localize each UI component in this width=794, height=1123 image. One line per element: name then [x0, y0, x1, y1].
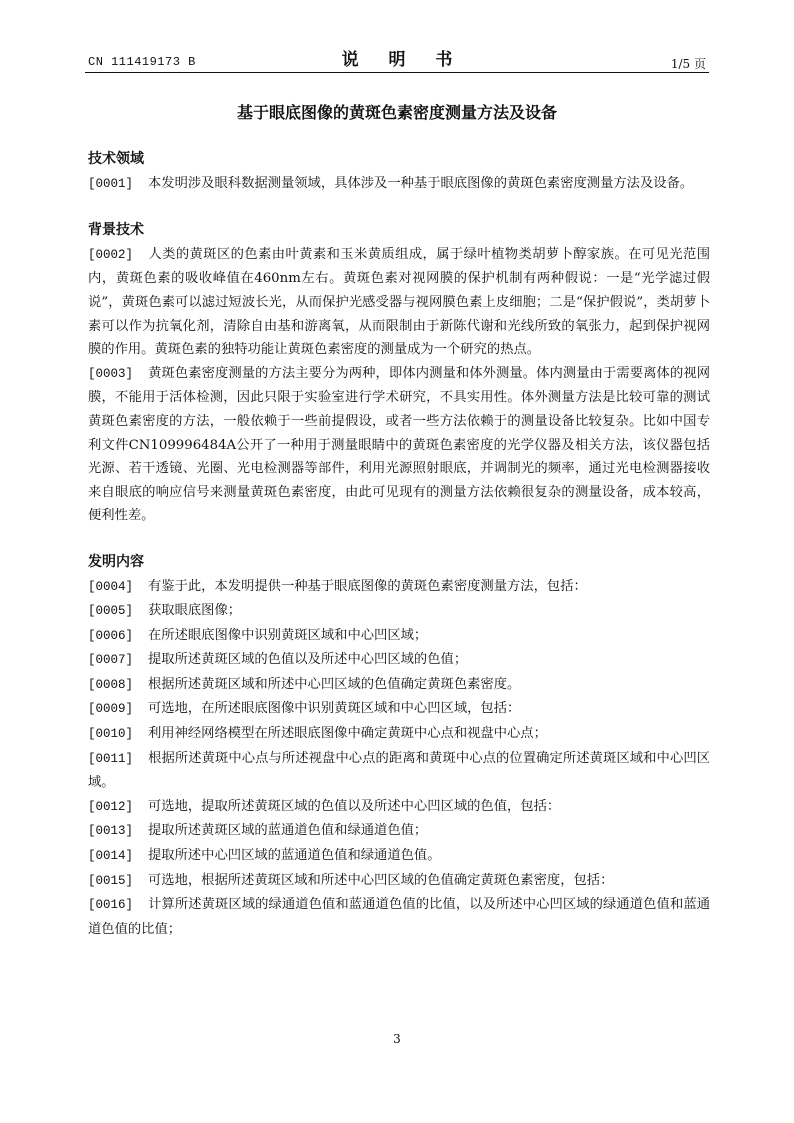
- paragraph-number: [0004]: [88, 579, 134, 594]
- paragraph: [88, 747, 710, 795]
- paragraph: [88, 697, 710, 722]
- paragraph-text: 在所述眼底图像中识别黄斑区域和中心凹区域；: [148, 627, 428, 643]
- paragraph-text: 可选地，提取所述黄斑区域的色值以及所述中心凹区域的色值，包括：: [148, 798, 561, 814]
- paragraph-text: 人类的黄斑区的色素由叶黄素和玉米黄质组成，属于绿叶植物类胡萝卜醇家族。在可见光范围内，黄斑色素的吸收峰值在460nm左右。黄斑色素对视网膜的保护机制有两种假说：一是“光学滤过假说”，黄斑色素可以滤过短波长光，从而保护光感受器与视网膜色素上皮细胞；二是“保护假说”，类胡萝卜素可以作为抗氧化剂，清除自由基和游离氧，从而限制由于新陈代谢和光线所致的氧张力，起到保护视网膜的作用。黄斑色素的独特功能让黄斑色素密度的测量成为一个研究的热点。: [88, 246, 710, 358]
- paragraph: [88, 243, 710, 362]
- paragraph: [88, 362, 710, 528]
- paragraph: [88, 819, 710, 844]
- paragraph-number: [0014]: [88, 849, 134, 864]
- paragraph-number: [0013]: [88, 824, 134, 839]
- paragraph-text: 获取眼底图像；: [148, 603, 242, 619]
- page-indicator: 1/5 页: [670, 57, 706, 71]
- paragraph: [88, 624, 710, 649]
- paragraph-text: 提取所述黄斑区域的蓝通道色值和绿通道色值；: [148, 823, 428, 839]
- paragraph-number: [0002]: [88, 247, 134, 262]
- document-body: [88, 148, 710, 941]
- document-type: 说 明 书: [341, 50, 465, 70]
- paragraph: [88, 575, 710, 600]
- paragraph-number: [0006]: [88, 628, 134, 643]
- paragraph: [88, 599, 710, 624]
- page-number: 3: [393, 1032, 401, 1046]
- paragraph: [88, 844, 710, 869]
- paragraph-number: [0010]: [88, 727, 134, 742]
- header-divider: [85, 72, 709, 73]
- paragraph-number: [0008]: [88, 677, 134, 692]
- paragraph-text: 本发明涉及眼科数据测量领域，具体涉及一种基于眼底图像的黄斑色素密度测量方法及设备。: [148, 175, 694, 191]
- paragraph-text: 提取所述中心凹区域的蓝通道色值和绿通道色值。: [148, 848, 441, 864]
- paragraph-number: [0012]: [88, 799, 134, 814]
- paragraph-text: 有鉴于此，本发明提供一种基于眼底图像的黄斑色素密度测量方法，包括：: [148, 578, 587, 594]
- paragraph-text: 根据所述黄斑区域和所述中心凹区域的色值确定黄斑色素密度。: [148, 676, 521, 692]
- paragraph: [88, 893, 710, 941]
- section-heading: 背景技术: [88, 222, 144, 239]
- document-title: 基于眼底图像的黄斑色素密度测量方法及设备: [236, 103, 557, 122]
- page-header: [0, 0, 794, 80]
- paragraph-number: [0011]: [88, 751, 134, 766]
- paragraph-text: 计算所述黄斑区域的绿通道色值和蓝通道色值的比值，以及所述中心凹区域的绿通道色值和蓝通道色值的比值；: [88, 897, 710, 937]
- paragraph: [88, 722, 710, 747]
- paragraph-text: 可选地，在所述眼底图像中识别黄斑区域和中心凹区域，包括：: [148, 701, 521, 717]
- paragraph: [88, 795, 710, 820]
- paragraph-text: 根据所述黄斑中心点与所述视盘中心点的距离和黄斑中心点的位置确定所述黄斑区域和中心凹区域。: [88, 750, 710, 791]
- paragraph: [88, 648, 710, 673]
- paragraph-text: 可选地，根据所述黄斑区域和所述中心凹区域的色值确定黄斑色素密度，包括：: [148, 872, 614, 888]
- section-heading: 发明内容: [88, 553, 144, 570]
- paragraph: [88, 673, 710, 698]
- paragraph-number: [0001]: [88, 176, 134, 191]
- paragraph-number: [0016]: [88, 898, 134, 913]
- paragraph-number: [0003]: [88, 366, 134, 381]
- section-heading: 技术领域: [88, 151, 144, 167]
- paragraph-text: 提取所述黄斑区域的色值以及所述中心凹区域的色值；: [148, 652, 468, 668]
- paragraph-number: [0005]: [88, 604, 134, 619]
- paragraph-text: 黄斑色素密度测量的方法主要分为两种，即体内测量和体外测量。体内测量由于需要离体的视网膜，不能用于活体检测，因此只限于实验室进行学术研究，不具实用性。体外测量方法是比较可靠的测试黄斑色素密度的方法，一般依赖于一些前提假设，或者一些方法依赖于的测量设备比较复杂。比如中国专利文件CN109996484A公开了一种用于测量眼睛中的黄斑色素密度的光学仪器及相关方法，该仪器包括光源、若干透镜、光圈、光电检测器等部件，利用光源照射眼底，并调制光的频率，通过光电检测器接收来自眼底的响应信号来测量黄斑色素密度，由此可见现有的测量方法依赖很复杂的测量设备，成本较高，便利性差。: [88, 365, 710, 524]
- patent-number: CN 111419173 B: [88, 55, 196, 69]
- paragraph-number: [0007]: [88, 653, 134, 668]
- paragraph: [88, 869, 710, 894]
- paragraph-number: [0009]: [88, 702, 134, 717]
- paragraph-text: 利用神经网络模型在所述眼底图像中确定黄斑中心点和视盘中心点；: [148, 726, 547, 742]
- paragraph: [88, 172, 710, 197]
- paragraph-number: [0015]: [88, 873, 134, 888]
